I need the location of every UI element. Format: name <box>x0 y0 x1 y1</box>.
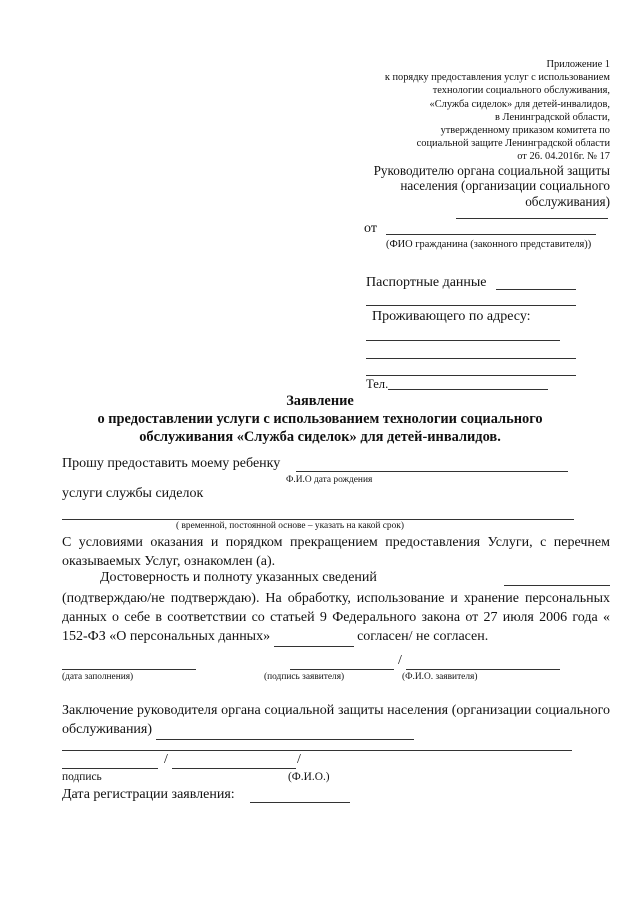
appendix-line: Приложение 1 <box>546 59 610 70</box>
address-field-3[interactable] <box>366 375 576 376</box>
appendix-line: к порядку предоставления услуг с использованием <box>384 72 610 84</box>
child-name-field[interactable] <box>296 471 568 472</box>
appendix-line: в Ленинградской области, <box>495 111 610 123</box>
head-slash-1: / <box>164 752 168 767</box>
address-label: Проживающего по адресу: <box>372 309 531 324</box>
phone-field[interactable] <box>388 389 548 390</box>
conditions-paragraph: С условиями оказания и порядком прекращением предоставления Услуги, с перечнем оказываемых Услуг, ознакомлен (а). <box>62 535 610 569</box>
basis-caption: ( временной, постоянной основе – указать на какой срок) <box>176 521 404 531</box>
addressee-blank-line[interactable] <box>456 218 608 219</box>
head-sign-label: подпись <box>62 771 102 783</box>
appendix-header <box>385 58 610 164</box>
from-caption: (ФИО гражданина (законного представителя)) <box>386 239 592 250</box>
registration-label: Дата регистрации заявления: <box>62 787 235 802</box>
from-name-field[interactable] <box>386 234 596 235</box>
conclusion-field[interactable] <box>156 720 414 740</box>
head-signature-field[interactable] <box>62 768 158 769</box>
passport-label: Паспортные данные <box>366 275 487 290</box>
date-field[interactable] <box>62 669 196 670</box>
basis-field[interactable] <box>62 519 574 520</box>
conclusion-field-2[interactable] <box>62 750 572 751</box>
addressee-line: населения (организации социального <box>400 178 610 194</box>
signature-caption: (подпись заявителя) <box>264 672 345 682</box>
request-label: Прошу предоставить моему ребенку <box>62 456 281 471</box>
passport-field-2[interactable] <box>366 305 576 306</box>
signature-slash: / <box>398 653 402 668</box>
name-caption: (Ф.И.О. заявителя) <box>402 672 478 682</box>
services-label: услуги службы сиделок <box>62 486 204 501</box>
addressee-block <box>374 163 610 209</box>
consent-field[interactable] <box>274 627 354 647</box>
date-caption: (дата заполнения) <box>62 672 134 682</box>
applicant-name-field[interactable] <box>406 669 560 670</box>
document-title: Заявление <box>286 393 354 409</box>
appendix-line: социальной защите Ленинградской области <box>416 138 610 150</box>
consent-paragraph <box>62 589 610 647</box>
address-field-2[interactable] <box>366 358 576 359</box>
accuracy-field[interactable] <box>504 585 610 586</box>
conclusion-text: Заключение руководителя органа социальной защиты населения (организации социального обслуживания) <box>62 703 610 737</box>
title-line-2: обслуживания «Служба сиделок» для детей-инвалидов. <box>139 429 501 445</box>
consent-text: (подтверждаю/не подтверждаю). На обработку, использование и хранение персональных данных о себе в соответствии со статьей 9 Федерального закона от 27 июля 2006 года « 152-ФЗ «О персональных данных» <box>62 591 610 644</box>
from-label: от <box>364 221 377 236</box>
head-name-label: (Ф.И.О.) <box>288 771 330 783</box>
conclusion-paragraph <box>62 701 610 740</box>
title-line-1: о предоставлении услуги с использованием технологии социального <box>97 411 543 427</box>
addressee-line: обслуживания) <box>525 193 610 209</box>
appendix-line: утвержденному приказом комитета по <box>440 125 610 137</box>
head-name-field[interactable] <box>172 768 296 769</box>
child-caption: Ф.И.О дата рождения <box>286 475 373 485</box>
registration-date-field[interactable] <box>250 802 350 803</box>
appendix-line: от 26. 04.2016г. № 17 <box>517 151 610 163</box>
appendix-line: «Служба сиделок» для детей-инвалидов, <box>429 98 610 110</box>
consent-tail: согласен/ не согласен. <box>357 629 489 644</box>
signature-field[interactable] <box>290 669 394 670</box>
passport-field[interactable] <box>496 289 576 290</box>
address-field-1[interactable] <box>366 340 560 341</box>
addressee-line: Руководителю органа социальной защиты <box>373 163 610 178</box>
appendix-line: технологии социального обслуживания, <box>432 85 610 97</box>
head-slash-2: / <box>297 752 301 767</box>
accuracy-text: Достоверность и полноту указанных сведений <box>100 570 377 585</box>
phone-label: Тел. <box>366 377 389 391</box>
